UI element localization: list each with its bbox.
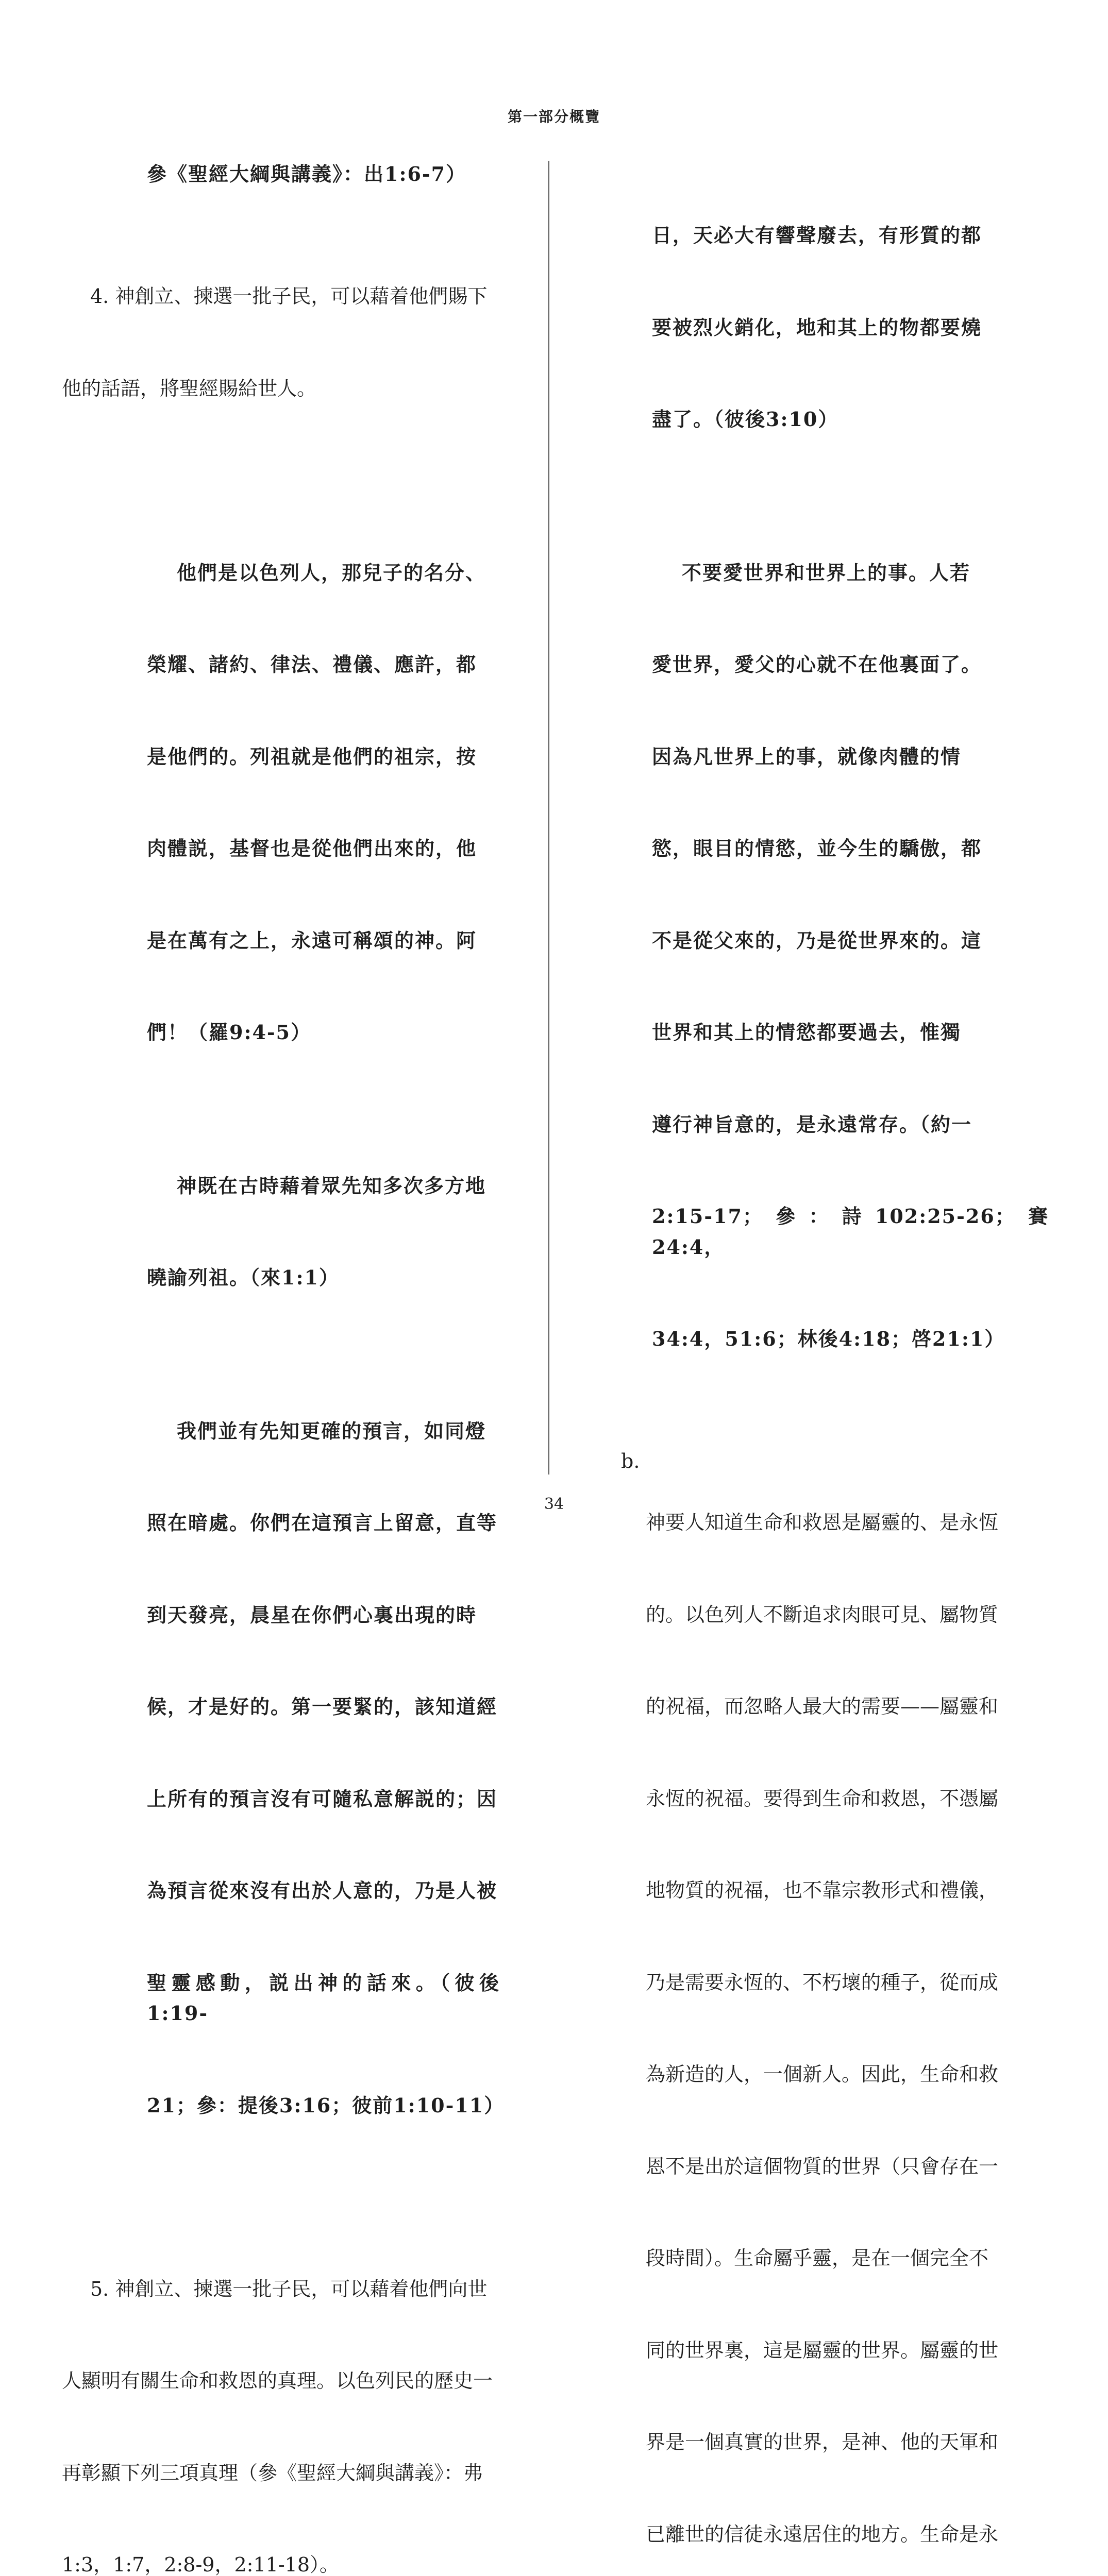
- list-item-b: [621, 1446, 1087, 2576]
- text-line: 他的話語，將聖經賜給世人。: [62, 374, 528, 404]
- text-line: 已離世的信徒永遠居住的地方。生命是永: [646, 2519, 1087, 2550]
- text-line: 地物質的祝福，也不靠宗教形式和禮儀，: [646, 1875, 1087, 1906]
- quote-line: 曉諭列祖。（來1:1）: [147, 1262, 500, 1293]
- quote-line: 們！（羅9:4-5）: [147, 1017, 500, 1048]
- text-line: 人顯明有關生命和救恩的真理。以色列民的歷史一: [62, 2366, 528, 2397]
- text-line: 永恆的祝福。要得到生命和救恩，不憑屬: [646, 1784, 1087, 1815]
- quote-line: 日，天必大有響聲廢去，有形質的都: [652, 220, 1049, 251]
- scripture-quote: [147, 1354, 500, 2182]
- text-line: 為新造的人，一個新人。因此，生命和救: [646, 2059, 1087, 2090]
- quote-line: 照在暗處。你們在這預言上留意，直等: [147, 1507, 500, 1538]
- right-column: [621, 159, 1087, 2576]
- text-line: 同的世界裏，這是屬靈的世界。屬靈的世: [646, 2335, 1087, 2366]
- quote-line: 為預言從來沒有出於人意的，乃是人被: [147, 1875, 500, 1906]
- list-label: b.: [621, 1446, 646, 2576]
- quote-line: 神既在古時藉着眾先知多次多方地: [147, 1171, 500, 1201]
- quote-line: 聖靈感動，説出神的話來。（彼後1:19-: [147, 1968, 500, 2029]
- left-column: [62, 159, 528, 2576]
- quote-line: 慾，眼目的情慾，並今生的驕傲，都: [652, 833, 1049, 864]
- text-line: 的。以色列人不斷追求肉眼可見、屬物質: [646, 1600, 1087, 1631]
- text-line: 1:3，1:7，2:8-9，2:11-18）。: [62, 2550, 528, 2576]
- scripture-quote: [652, 496, 1049, 1416]
- quote-line: 2:15-17；參：詩102:25-26；賽24:4，: [652, 1201, 1049, 1262]
- quote-line: 因為凡世界上的事，就像肉體的情: [652, 741, 1049, 772]
- scripture-quote: [147, 1109, 500, 1354]
- text-line: 4. 神創立、揀選一批子民，可以藉着他們賜下: [90, 281, 528, 312]
- text-line: 段時間）。生命屬乎靈，是在一個完全不: [646, 2243, 1087, 2274]
- quote-line: 是他們的。列祖就是他們的祖宗，按: [147, 741, 500, 772]
- text-line: 乃是需要永恆的、不朽壞的種子，從而成: [646, 1968, 1087, 1998]
- paragraph-4: [62, 220, 528, 465]
- text-line: 的祝福，而忽略人最大的需要——屬靈和: [646, 1691, 1087, 1722]
- quote-line: 他們是以色列人，那兒子的名分、: [147, 557, 500, 588]
- quote-line: 遵行神旨意的，是永遠常存。（約一: [652, 1109, 1049, 1140]
- quote-line: 候，才是好的。第一要緊的，該知道經: [147, 1691, 500, 1722]
- scripture-quote: [652, 159, 1049, 496]
- reference-line: 參《聖經大綱與講義》：出1:6-7）: [147, 159, 528, 190]
- quote-line: 不是從父來的，乃是從世界來的。這: [652, 925, 1049, 956]
- quote-line: 世界和其上的情慾都要過去，惟獨: [652, 1017, 1049, 1048]
- text-line: 再彰顯下列三項真理（參《聖經大綱與講義》：弗: [62, 2458, 528, 2489]
- running-header: 第一部分概覽: [0, 106, 1108, 126]
- text-line: 界是一個真實的世界，是神、他的天軍和: [646, 2427, 1087, 2458]
- quote-line: 不要愛世界和世界上的事。人若: [652, 557, 1049, 588]
- quote-line: 是在萬有之上，永遠可稱頌的神。阿: [147, 925, 500, 956]
- quote-line: 21；參：提後3:16；彼前1:10-11）: [147, 2090, 500, 2121]
- paragraph-5: [62, 2213, 528, 2576]
- quote-line: 盡了。（彼後3:10）: [652, 404, 1049, 435]
- scripture-quote: [147, 496, 500, 1109]
- list-item-text: [646, 1446, 1087, 2576]
- quote-line: 我們並有先知更確的預言，如同燈: [147, 1416, 500, 1447]
- text-line: 5. 神創立、揀選一批子民，可以藉着他們向世: [90, 2274, 528, 2305]
- quote-line: 肉體説，基督也是從他們出來的，他: [147, 833, 500, 864]
- quote-line: 要被烈火銷化，地和其上的物都要燒: [652, 312, 1049, 343]
- quote-line: 到天發亮，晨星在你們心裏出現的時: [147, 1600, 500, 1631]
- column-divider: [548, 161, 549, 1475]
- quote-line: 上所有的預言沒有可隨私意解説的；因: [147, 1784, 500, 1815]
- page-number: 34: [0, 1495, 1108, 1513]
- quote-line: 34:4，51:6；林後4:18；啓21:1）: [652, 1324, 1049, 1354]
- text-line: 神要人知道生命和救恩是屬靈的、是永恆: [646, 1507, 1087, 1538]
- quote-line: 愛世界，愛父的心就不在他裏面了。: [652, 649, 1049, 680]
- quote-line: 榮耀、諸約、律法、禮儀、應許，都: [147, 649, 500, 680]
- text-line: 恩不是出於這個物質的世界（只會存在一: [646, 2151, 1087, 2182]
